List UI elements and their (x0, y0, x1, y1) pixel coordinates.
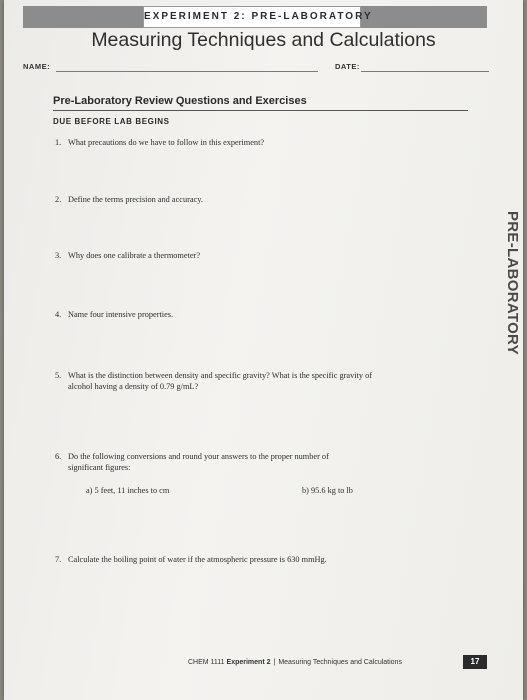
footer-course: CHEM 1111 (188, 659, 225, 666)
question-number: 4. (55, 310, 62, 319)
question-1 (55, 137, 264, 148)
header-banner (23, 6, 487, 28)
conversion-b: b) 95.6 kg to lb (302, 486, 353, 495)
page-title: Measuring Techniques and Calculations (91, 29, 436, 51)
worksheet-page (4, 0, 523, 700)
conversion-a: a) 5 feet, 11 inches to cm (86, 486, 170, 495)
question-7 (55, 554, 327, 565)
question-text: Name four intensive properties. (68, 310, 174, 319)
experiment-label: EXPERIMENT 2: PRE-LABORATORY (143, 6, 361, 28)
section-divider (53, 110, 468, 111)
date-label: DATE: (335, 62, 360, 71)
question-text-continued: alcohol having a density of 0.79 g/mL? (68, 382, 199, 391)
question-6 (55, 451, 329, 473)
page-number: 17 (463, 655, 487, 669)
question-5 (55, 370, 372, 392)
question-number: 7. (55, 555, 62, 564)
question-3 (55, 250, 200, 261)
question-number: 5. (55, 371, 62, 380)
footer-experiment: Experiment 2 (226, 659, 271, 666)
question-text: Do the following conversions and round your answers to the proper number of (68, 452, 329, 461)
question-text: Calculate the boiling point of water if the atmospheric pressure is 630 mmHg. (68, 555, 327, 564)
page-footer (188, 659, 402, 666)
question-number: 6. (55, 452, 62, 461)
date-line (361, 71, 489, 72)
question-number: 1. (55, 138, 62, 147)
name-line (56, 71, 318, 72)
section-title: Pre-Laboratory Review Questions and Exercises (53, 95, 307, 107)
footer-topic: Measuring Techniques and Calculations (278, 659, 402, 666)
footer-separator: | (273, 659, 276, 666)
due-note: DUE BEFORE LAB BEGINS (53, 117, 170, 126)
question-2 (55, 194, 203, 205)
question-text: What is the distinction between density and specific gravity? What is the specific gravity of (68, 371, 372, 380)
question-4 (55, 309, 173, 320)
question-text-continued: significant figures: (68, 463, 131, 472)
question-text: Why does one calibrate a thermometer? (68, 251, 200, 260)
question-text: Define the terms precision and accuracy. (68, 195, 203, 204)
side-tab: PRE-LABORATORY (504, 211, 521, 355)
name-label: NAME: (23, 62, 51, 71)
question-text: What precautions do we have to follow in this experiment? (68, 138, 265, 147)
question-number: 3. (55, 251, 62, 260)
question-number: 2. (55, 195, 62, 204)
